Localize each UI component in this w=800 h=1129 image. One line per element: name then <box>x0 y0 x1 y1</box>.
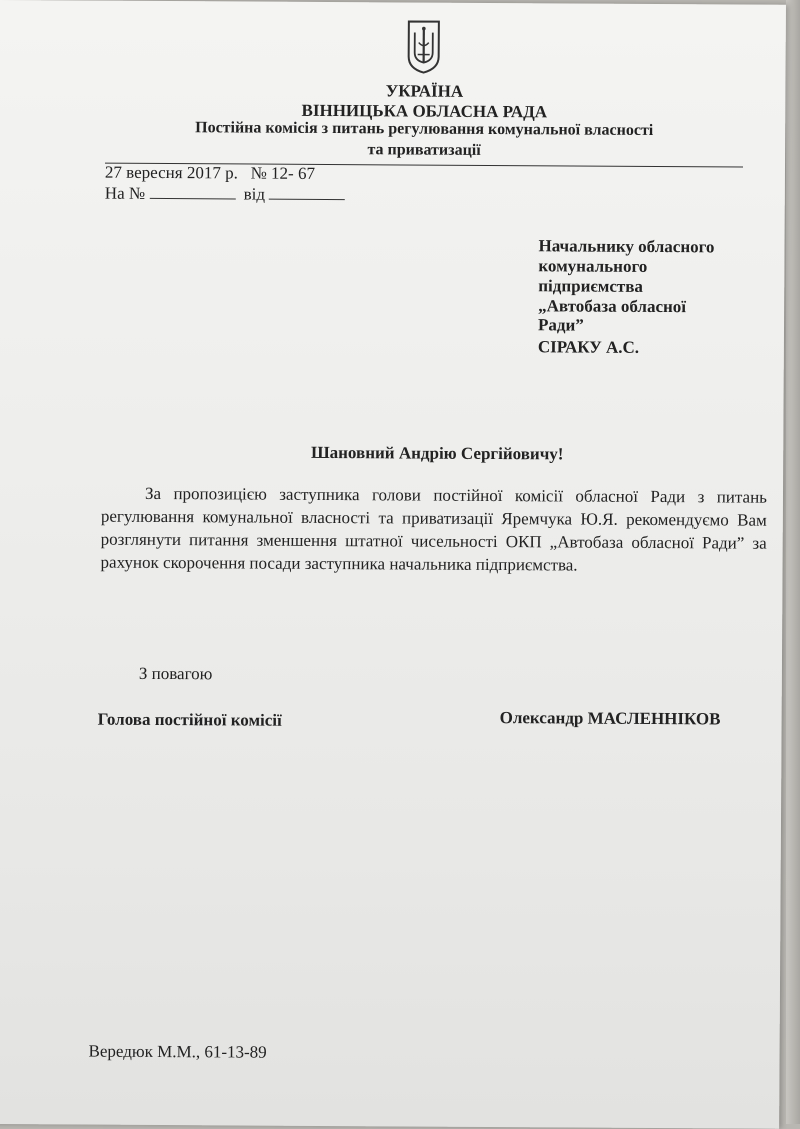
council-name: ВІННИЦЬКА ОБЛАСНА РАДА <box>301 100 548 122</box>
reply-date-blank <box>269 185 345 200</box>
letter-body: За пропозицією заступника голови постійної комісії обласної Ради з питань регулювання комунальної власності та приватизації Яремчука Ю.Я. рекомендуємо Вам розглянути питання зменшення штатної чисельності ОКП „Автобаза обласної Ради” за рахунок скорочення посади заступника начальника підприємства. <box>100 483 768 575</box>
executor-contact: Вередюк М.М., 61-13-89 <box>88 1041 267 1062</box>
reply-from-label: від <box>243 184 266 204</box>
signatory-name: Олександр МАСЛЕННІКОВ <box>499 708 721 729</box>
signatory-title: Голова постійної комісії <box>97 709 282 730</box>
reply-prefix: На № <box>104 183 146 203</box>
reply-reference <box>105 183 346 206</box>
commission-name-line2: та приватизації <box>367 141 481 159</box>
commission-name-line1: Постійна комісія з питань регулювання комунальної власності <box>195 119 654 139</box>
addressee-line: Начальнику обласного <box>538 236 715 257</box>
salutation: Шановний Андрію Сергійовичу! <box>310 442 564 464</box>
addressee-line: „Автобаза обласної <box>538 296 687 317</box>
country-name: УКРАЇНА <box>385 81 464 101</box>
coat-of-arms-trident-icon <box>406 18 442 74</box>
desk-background <box>786 0 800 1124</box>
addressee-name: СІРАКУ А.С. <box>537 337 640 357</box>
reply-number-blank <box>149 184 235 200</box>
outgoing-date-number: 27 вересня 2017 р. № 12- 67 <box>104 162 316 183</box>
addressee-line: комунального <box>538 256 648 276</box>
addressee-line: Ради” <box>537 315 584 335</box>
addressee-line: підприємства <box>538 276 643 296</box>
closing-regards: З повагою <box>138 663 213 684</box>
